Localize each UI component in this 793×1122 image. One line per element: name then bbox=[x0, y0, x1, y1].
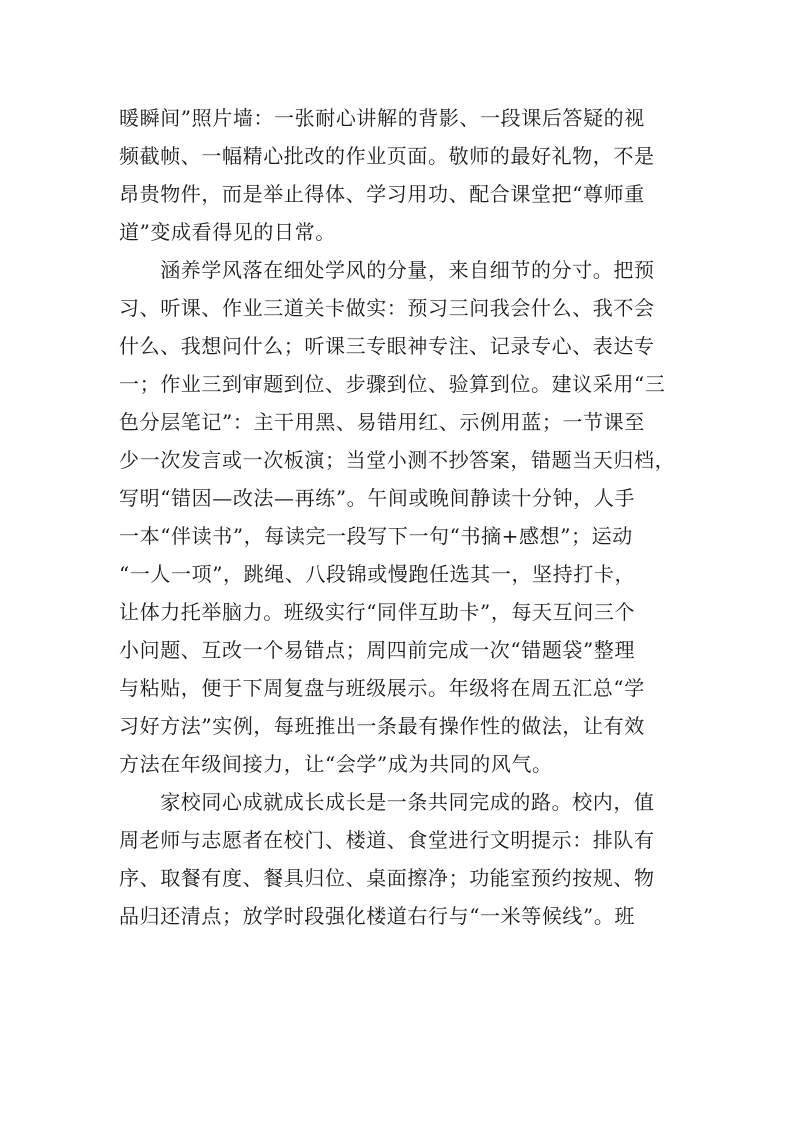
document-body bbox=[119, 99, 683, 935]
paragraph-teacher-respect: 暖瞬间”照片墙：一张耐心讲解的背影、一段课后答疑的视 频截帧、一幅精心批改的作业页面。敬师的最好礼物，不是 昂贵物件，而是举止得体、学习用功、配合课堂把“尊师重 道”变成看得见的日常。 bbox=[119, 106, 655, 244]
paragraph-home-school: 家校同心成就成长成长是一条共同完成的路。校内，值 周老师与志愿者在校门、楼道、食堂进行文明提示：排队有 序、取餐有度、餐具归位、桌面擦净；功能室预约按规、物 品归还清点；放学时段强化楼道右行与“一米等候线”。班 bbox=[119, 790, 655, 928]
paragraph-study-habits: 涵养学风落在细处学风的分量，来自细节的分寸。把预 习、听课、作业三道关卡做实：预习三问我会什么、我不会 什么、我想问什么；听课三专眼神专注、记录专心、表达专 一；作业三到审题到位、步骤到位、验算到位。建议采用“三 色分层笔记”：主干用黑、易错用红、示例用蓝；一节课至 少一次发言或一次板演；当堂小测不抄答案，错题当天归档， 写明“错因—改法—再练”。午间或晚间静读十分钟，人手 一本“伴读书”，每读完一段写下一句“书摘+感想”；运动 “一人一项”，跳绳、八段锦或慢跑任选其一，坚持打卡， 让体力托举脑力。班级实行“同伴互助卡”，每天互问三个 小问题、互改一个易错点；周四前完成一次“错题袋”整理 与粘贴，便于下周复盘与班级展示。年级将在周五汇总“学 习好方法”实例，每班推出一条最有操作性的做法，让有效 方法在年级间接力，让“会学”成为共同的风气。 bbox=[119, 258, 676, 776]
